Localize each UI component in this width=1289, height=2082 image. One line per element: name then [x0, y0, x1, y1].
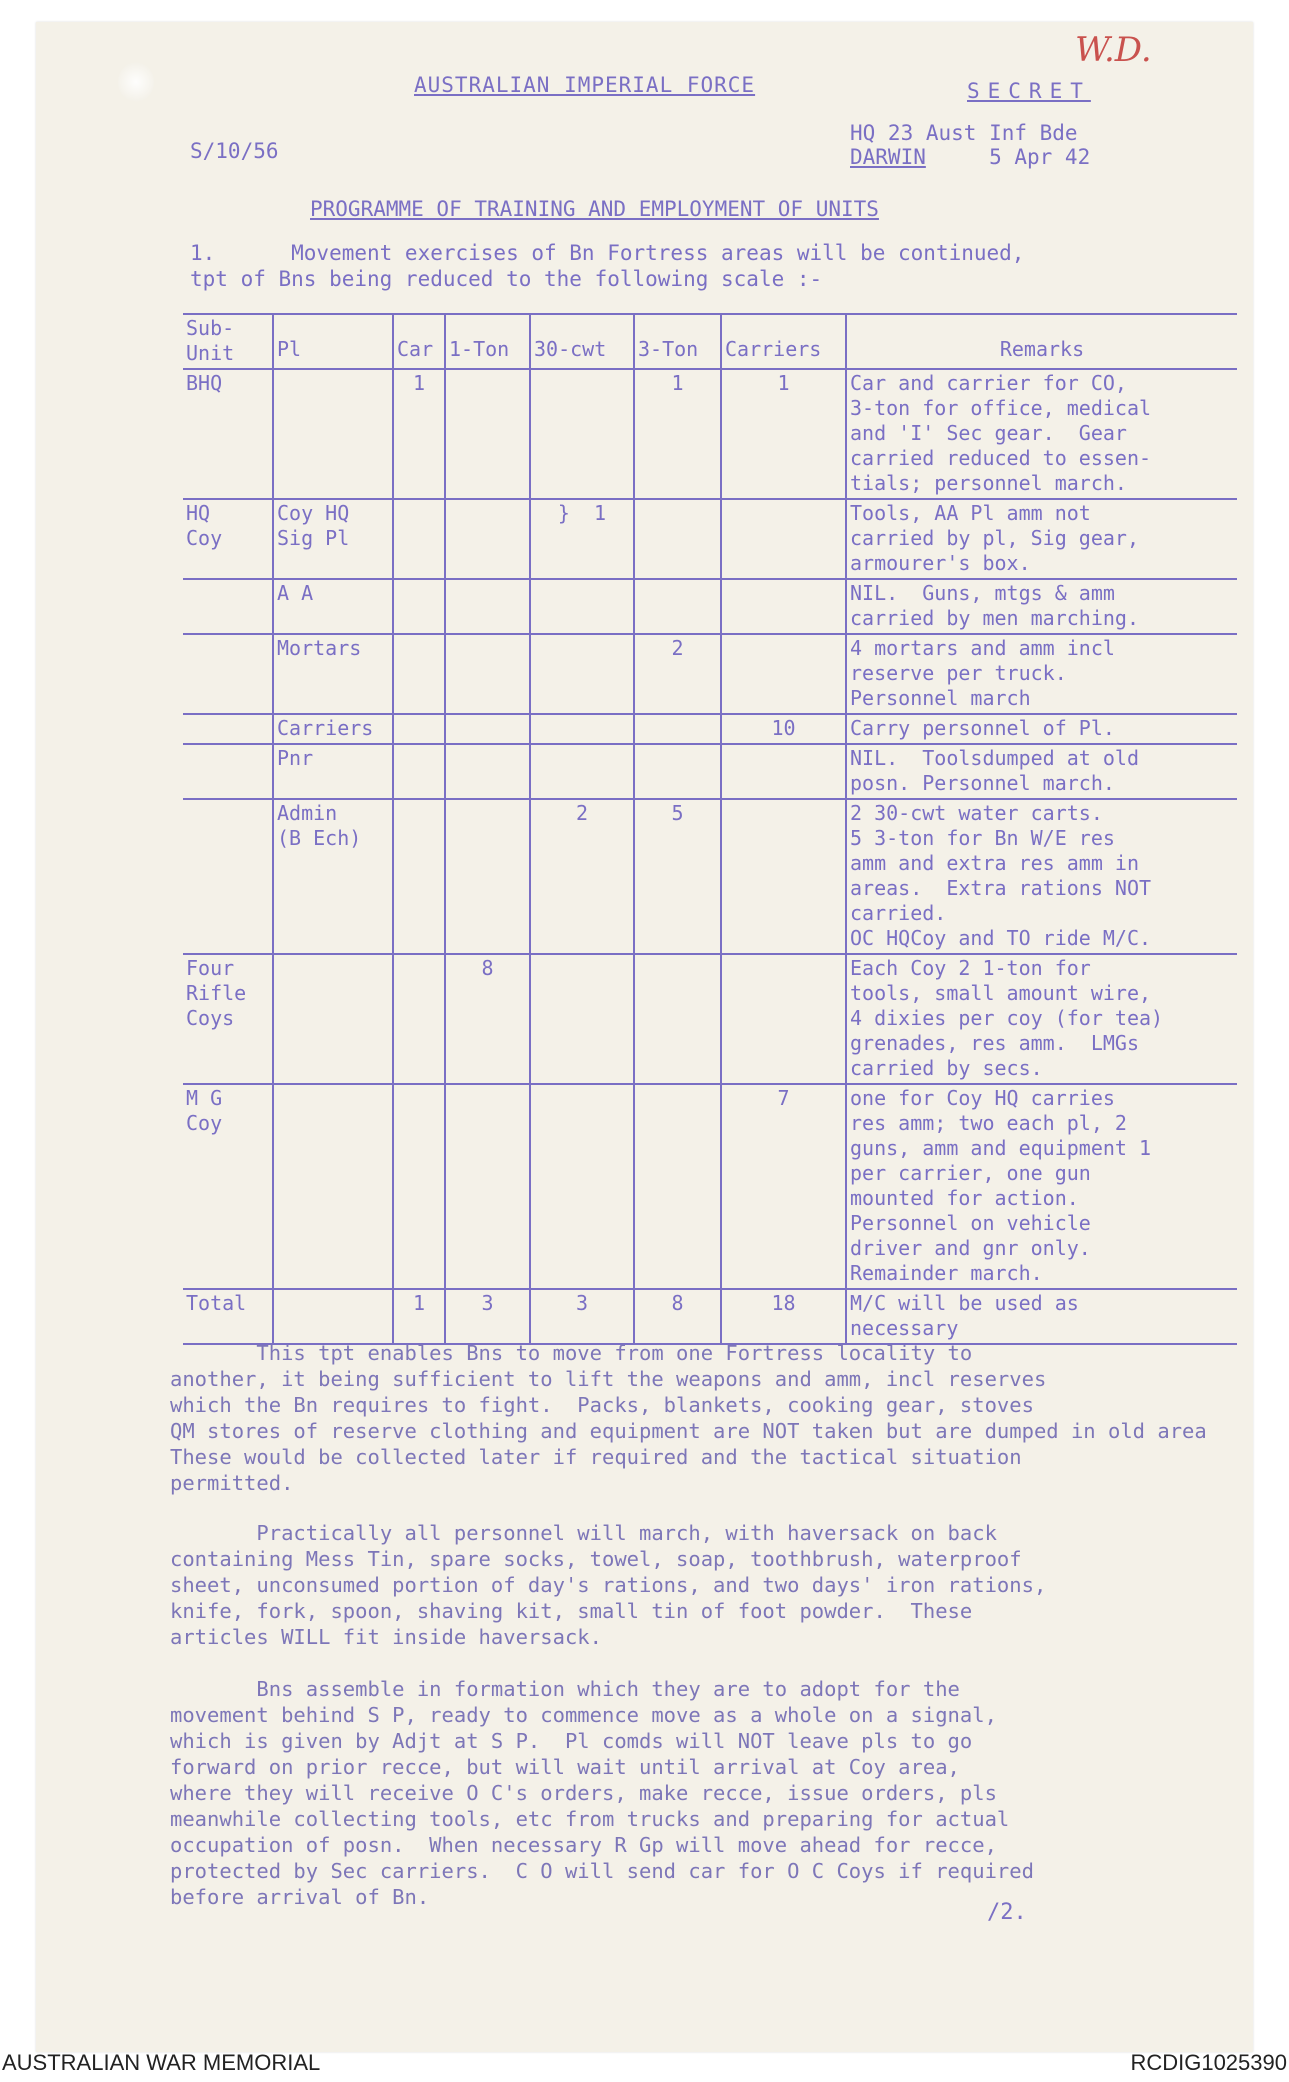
table-cell — [530, 744, 634, 799]
table-cell — [393, 714, 445, 744]
table-cell: NIL. Toolsdumped at old posn. Personnel march. — [846, 744, 1237, 799]
table-cell — [530, 954, 634, 1084]
org-title: AUSTRALIAN IMPERIAL FORCE — [414, 73, 756, 97]
table-cell — [393, 1084, 445, 1289]
table-cell — [634, 714, 721, 744]
table-cell: 1 — [393, 1289, 445, 1344]
table-row — [183, 634, 1237, 714]
table-cell: Pnr — [273, 744, 393, 799]
table-cell: 2 — [634, 634, 721, 714]
table-cell: 10 — [721, 714, 846, 744]
table-cell: one for Coy HQ carries res amm; two each pl, 2 guns, amm and equipment 1 per carrier, one gun mounted for action. Personnel on vehicle driver and gnr only. Remainder march. — [846, 1084, 1237, 1289]
table-cell — [445, 499, 530, 579]
table-cell: M G Coy — [183, 1084, 273, 1289]
table-cell — [393, 579, 445, 634]
table-cell — [273, 369, 393, 499]
paragraph-2: This tpt enables Bns to move from one Fortress locality to another, it being sufficient to lift the weapons and amm, incl reserves which the Bn requires to fight. Packs, blankets, cooking gear, stoves QM stores of reserve clothing and equipment are NOT taken but are dumped in old area These would be collected later if required and the tactical situation permitted. — [170, 1341, 1207, 1495]
page-continuation-marker: /2. — [987, 1900, 1027, 1925]
place-date — [850, 144, 1090, 170]
handwritten-annotation: W.D. — [1075, 30, 1152, 70]
table-row — [183, 369, 1237, 499]
header-cell: Carriers — [721, 314, 846, 369]
table-cell: BHQ — [183, 369, 273, 499]
table-cell — [634, 1084, 721, 1289]
table-cell — [445, 634, 530, 714]
table-cell — [634, 499, 721, 579]
table-row — [183, 579, 1237, 634]
place: DARWIN — [850, 145, 926, 169]
footer-id: RCDIG1025390 — [1130, 2050, 1287, 2075]
header-cell: Pl — [273, 314, 393, 369]
table-cell — [530, 1084, 634, 1289]
table-cell — [393, 799, 445, 954]
table-cell — [273, 1084, 393, 1289]
table-cell: } 1 — [530, 499, 634, 579]
date: 5 Apr 42 — [989, 145, 1091, 169]
table-cell: Mortars — [273, 634, 393, 714]
table-cell — [183, 799, 273, 954]
header-cell: 1-Ton — [445, 314, 530, 369]
table-cell: M/C will be used as necessary — [846, 1289, 1237, 1344]
table-cell — [721, 954, 846, 1084]
paragraph-1: 1. Movement exercises of Bn Fortress areas will be continued, tpt of Bns being reduced to the following scale :- — [190, 241, 1025, 291]
table-cell: 8 — [634, 1289, 721, 1344]
header-cell: Car — [393, 314, 445, 369]
header-cell: Sub- Unit — [183, 314, 273, 369]
table-cell: Coy HQ Sig Pl — [273, 499, 393, 579]
table-cell — [634, 744, 721, 799]
table-cell: Each Coy 2 1-ton for tools, small amount wire, 4 dixies per coy (for tea) grenades, res amm. LMGs carried by secs. — [846, 954, 1237, 1084]
table-cell — [530, 634, 634, 714]
table-cell: Carry personnel of Pl. — [846, 714, 1237, 744]
table-cell — [393, 954, 445, 1084]
table-cell — [183, 744, 273, 799]
paragraph-4: Bns assemble in formation which they are to adopt for the movement behind S P, ready to commence move as a whole on a signal, which is given by Adjt at S P. Pl comds will NOT leave pls to go forward on prior recce, but will wait until arrival at Coy area, where they will receive O C's orders, make recce, issue orders, pls meanwhile collecting tools, etc from trucks and preparing for actual occupation of posn. When necessary R Gp will move ahead for recce, protected by Sec carriers. C O will send car for O C Coys if required before arrival of Bn. — [170, 1677, 1034, 1909]
table-cell: A A — [273, 579, 393, 634]
table-cell — [530, 369, 634, 499]
table-cell — [393, 634, 445, 714]
table-cell — [721, 499, 846, 579]
table-row — [183, 954, 1237, 1084]
table-cell — [721, 579, 846, 634]
paper-stain — [118, 62, 154, 102]
transport-table — [183, 313, 1237, 1345]
table-cell — [721, 634, 846, 714]
table-row — [183, 744, 1237, 799]
table-cell — [530, 579, 634, 634]
table-cell: Admin (B Ech) — [273, 799, 393, 954]
header-cell: Remarks — [846, 314, 1237, 369]
table-cell — [183, 714, 273, 744]
classification-label: SECRET — [967, 79, 1091, 103]
table-cell — [393, 499, 445, 579]
table-cell: Car and carrier for CO, 3-ton for office, medical and 'I' Sec gear. Gear carried reduced to essen- tials; personnel march. — [846, 369, 1237, 499]
table-cell: 2 30-cwt water carts. 5 3-ton for Bn W/E res amm and extra res amm in areas. Extra rations NOT carried. OC HQCoy and TO ride M/C. — [846, 799, 1237, 954]
table-cell — [273, 1289, 393, 1344]
table-cell: 7 — [721, 1084, 846, 1289]
table-cell — [445, 799, 530, 954]
header-cell: 3-Ton — [634, 314, 721, 369]
table-cell — [721, 744, 846, 799]
footer-source: AUSTRALIAN WAR MEMORIAL — [2, 2050, 321, 2075]
table-header-row — [183, 314, 1237, 369]
table-cell — [634, 579, 721, 634]
headquarters: HQ 23 Aust Inf Bde — [850, 121, 1078, 145]
table-cell — [393, 744, 445, 799]
table-cell: 1 — [393, 369, 445, 499]
table-cell: 1 — [721, 369, 846, 499]
table-total-row — [183, 1289, 1237, 1344]
table-cell: NIL. Guns, mtgs & amm carried by men marching. — [846, 579, 1237, 634]
table-cell: Carriers — [273, 714, 393, 744]
table-cell: 3 — [445, 1289, 530, 1344]
paragraph-3: Practically all personnel will march, with haversack on back containing Mess Tin, spare socks, towel, soap, toothbrush, waterproof sheet, unconsumed portion of day's rations, and two days' iron rations, knife, fork, spoon, shaving kit, small tin of foot powder. These articles WILL fit inside haversack. — [170, 1521, 1047, 1649]
table-cell: 8 — [445, 954, 530, 1084]
table-cell — [634, 954, 721, 1084]
table-cell: 18 — [721, 1289, 846, 1344]
table-cell: 1 — [634, 369, 721, 499]
table-cell: Tools, AA Pl amm not carried by pl, Sig gear, armourer's box. — [846, 499, 1237, 579]
table-cell — [445, 579, 530, 634]
table-cell: 5 — [634, 799, 721, 954]
table-cell — [183, 579, 273, 634]
document-heading: PROGRAMME OF TRAINING AND EMPLOYMENT OF UNITS — [310, 197, 879, 221]
file-reference: S/10/56 — [190, 139, 279, 163]
table-cell: 3 — [530, 1289, 634, 1344]
table-cell — [445, 714, 530, 744]
table-cell — [445, 744, 530, 799]
header-cell: 30-cwt — [530, 314, 634, 369]
table-cell — [445, 369, 530, 499]
table-cell — [273, 954, 393, 1084]
table-row — [183, 499, 1237, 579]
table-cell: HQ Coy — [183, 499, 273, 579]
table-cell: 2 — [530, 799, 634, 954]
table-cell: Four Rifle Coys — [183, 954, 273, 1084]
table-row — [183, 714, 1237, 744]
table-row — [183, 799, 1237, 954]
table-cell — [183, 634, 273, 714]
table-cell: 4 mortars and amm incl reserve per truck. Personnel march — [846, 634, 1237, 714]
table-cell — [530, 714, 634, 744]
table-cell — [721, 799, 846, 954]
table-row — [183, 1084, 1237, 1289]
table-cell — [445, 1084, 530, 1289]
table-cell: Total — [183, 1289, 273, 1344]
